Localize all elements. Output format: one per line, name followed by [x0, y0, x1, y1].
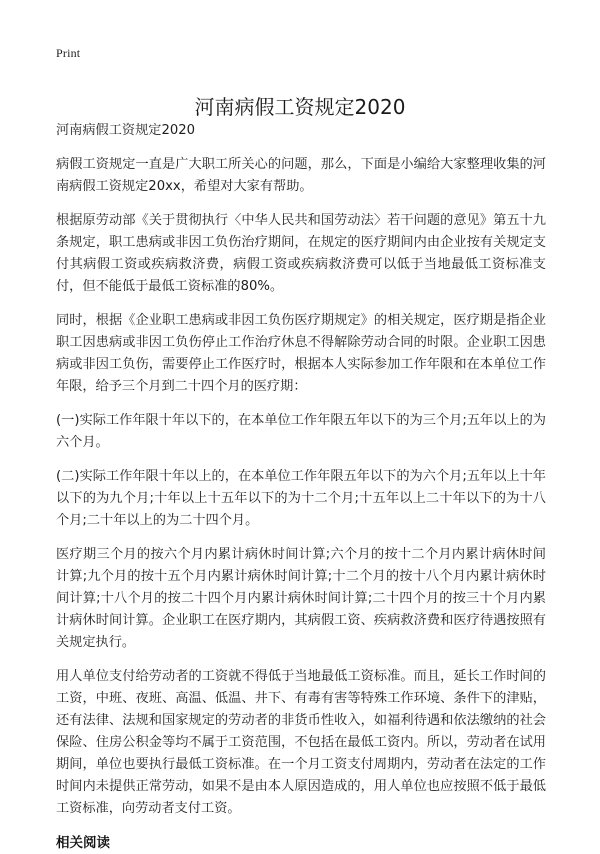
- paragraph-regulation: 根据原劳动部《关于贯彻执行〈中华人民共和国劳动法〉若干问题的意见》第五十九条规定，职工患病或非因工负伤治疗期间，在规定的医疗期间内由企业按有关规定支付其病假工资或疾病救济费，病假工资或疾病救济费可以低于当地最低工资标准支付，但不能低于最低工资标准的80%。: [56, 213, 546, 294]
- paragraph-calculation: 医疗期三个月的按六个月内累计病休时间计算;六个月的按十二个月内累计病休时间计算;九个月的按十五个月内累计病休时间计算;十二个月的按十八个月内累计病休时间计算;十八个月的按二十四个月内累计病休时间计算;二十四个月的按三十个月内累计病休时间计算。企业职工在医疗期内，其病假工资、疾病救济费和医疗待遇按照有关规定执行。: [56, 547, 546, 650]
- article-subtitle: 河南病假工资规定2020: [56, 123, 196, 138]
- print-label[interactable]: Print: [56, 46, 81, 60]
- paragraph-intro: 病假工资规定一直是广大职工所关心的问题，那么，下面是小编给大家整理收集的河南病假工资规定20xx，希望对大家有帮助。: [56, 157, 546, 194]
- paragraph-medical-period: 同时，根据《企业职工患病或非因工负伤医疗期规定》的相关规定，医疗期是指企业职工因患病或非因工负伤停止工作治疗休息不得解除劳动合同的时限。企业职工因患病或非因工负伤，需要停止工作医疗时，根据本人实际参加工作年限和在本单位工作年限，给予三个月到二十四个月的医疗期：: [56, 313, 546, 394]
- article-body: [56, 120, 546, 854]
- related-reading-heading: 相关阅读: [56, 835, 110, 851]
- paragraph-minimum-wage: 用人单位支付给劳动者的工资就不得低于当地最低工资标准。而且，延长工作时间的工资，中班、夜班、高温、低温、井下、有毒有害等特殊工作环境、条件下的津贴，还有法律、法规和国家规定的劳动者的非货币性收入，如福利待遇和依法缴纳的社会保险、住房公积金等均不属于工资范围，不包括在最低工资内。所以，劳动者在试用期间，单位也要执行最低工资标准。在一个月工资支付周期内，劳动者在法定的工作时间内未提供正常劳动，如果不是由本人原因造成的，用人单位也应按照不低于最低工资标准，向劳动者支付工资。: [56, 669, 546, 816]
- page-title: 河南病假工资规定2020: [194, 95, 406, 120]
- paragraph-item-one: (一)实际工作年限十年以下的，在本单位工作年限五年以下的为三个月;五年以上的为六个月。: [56, 413, 546, 450]
- paragraph-item-two: (二)实际工作年限十年以上的，在本单位工作年限五年以下的为六个月;五年以上十年以下的为九个月;十年以上十五年以下的为十二个月;十五年以上二十年以下的为十八个月;二十年以上的为二十四个月。: [56, 469, 546, 528]
